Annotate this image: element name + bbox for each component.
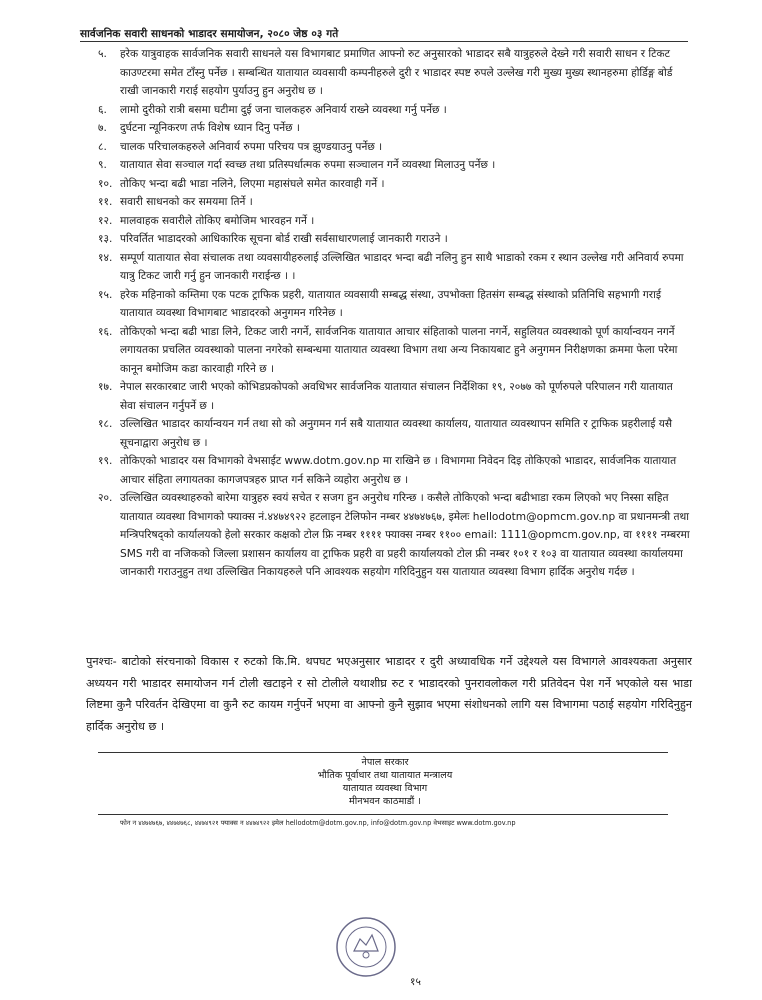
item-number: ६.	[98, 103, 107, 116]
item-text: सम्पूर्ण यातायात सेवा संचालक तथा व्यवसायीहरुलाई उल्लिखित भाडादर भन्दा बढी नलिनु हुन साथै भाडाको रकम र स्थान उल्लेख गरी अनिवार्य रुपमा यात्रु टिकट जारी गर्नु हुन जानकारी गराईन्छ । ।	[120, 251, 684, 282]
item-text: उल्लिखित व्यवस्थाहरुको बारेमा यात्रुहरु स्वयं सचेत र सजग हुन अनुरोध गरिन्छ । कसैले तोकिएको भन्दा बढीभाडा रकम लिएको भए निस्सा सहित यातायात व्यवस्था विभागको फ्याक्स नं.४४७४९२२ हटलाइन टेलिफोन नम्बर ४४७४७६७, इमेलः hellodotm@opmcm.gov.np वा प्रधानमन्त्री तथा मन्त्रिपरिषद्को कार्यालयको हेलो सरकार कक्षको टोल फ्रि नम्बर ११११ फ्याक्स नम्बर ११०० email: 1111@opmcm.gov.np, वा ११११ नम्बरमा SMS गरी वा नजिकको जिल्ला प्रशासन कार्यालय वा ट्राफिक प्रहरी वा प्रहरी कार्यालयको टोल फ्री नम्बर १०१ र १०३ वा यातायात व्यवस्था कार्यालयमा जानकारी गराउनुहुन तथा उल्लिखित निकायहरुले पनि आवश्यक सहयोग गरिदिनुहुन यस यातायात व्यवस्था विभाग हार्दिक अनुरोध गर्दछ ।	[120, 492, 690, 578]
postscript-paragraph	[86, 651, 692, 737]
list-item	[98, 156, 690, 175]
item-text: हरेक महिनाको कम्तिमा एक पटक ट्राफिक प्रहरी, यातायात व्यवसायी सम्बद्ध संस्था, उपभोक्ता हितसंग सम्बद्ध संस्थाको प्रतिनिधि सहभागी गराई यातायात व्यवस्था विभागबाट भाडादरको अनुगमन गरिनेछ ।	[120, 288, 662, 319]
list-item	[98, 378, 690, 415]
item-number: १९.	[98, 455, 113, 467]
list-item	[98, 415, 690, 452]
item-number: ७.	[98, 122, 107, 134]
item-text: लामो दुरीको रात्री बसमा घटीमा दुई जना चालकहरु अनिवार्य राख्ने व्यवस्था गर्नु पर्नेछ ।	[120, 103, 447, 116]
item-number: ८.	[98, 140, 107, 153]
item-text: चालक परिचालकहरुले अनिवार्य रुपमा परिचय पत्र झुण्डयाउनु पर्नेछ ।	[120, 140, 383, 153]
item-number: १५.	[98, 288, 113, 301]
list-item	[98, 193, 690, 212]
item-text: परिवर्तित भाडादरको आधिकारिक सूचना बोर्ड राखी सर्वसाधारणलाई जानकारी गराउने ।	[120, 233, 448, 245]
item-number: १३.	[98, 233, 113, 245]
item-number: १४.	[98, 251, 113, 264]
item-number: १८.	[98, 418, 113, 430]
list-item	[98, 323, 690, 379]
list-item	[98, 101, 690, 120]
footer-contact: फोन न ४४७४७६७, ४४७४७६८, ४४७४९२१ फ्याक्स न ४४७४९२२ इमेल hellodotm@dotm.gov.np, info@dotm.gov.np वेभसाइट www.dotm.gov.np	[120, 819, 516, 827]
instruction-list	[98, 45, 690, 582]
footer-ministry: भौतिक पूर्वाधार तथा यातायात मन्त्रालय	[317, 770, 453, 781]
item-number: ११.	[98, 196, 113, 208]
item-text: उल्लिखित भाडादर कार्यान्वयन गर्न तथा सो को अनुगमन गर्न सबै यातायात व्यवस्था कार्यालय, यातायात व्यवस्थापन समिति र ट्राफिक प्रहरीलाई यसै सूचनाद्वारा अनुरोध छ ।	[120, 418, 673, 449]
header-divider	[80, 41, 688, 42]
footer-address: मीनभवन काठमाडौं ।	[349, 796, 421, 807]
list-item	[98, 212, 690, 231]
list-item	[98, 138, 690, 157]
item-text: नेपाल सरकारबाट जारी भएको कोभिडप्रकोपको अवधिभर सार्वजनिक यातायात संचालन निर्देशिका १९, २०७७ को पूर्णरुपले परिपालन गरी यातायात सेवा संचालन गर्नुपर्ने छ ।	[120, 381, 673, 412]
postscript-text: बाटोको संरचनाको विकास र रुटको कि.मि. थपघट भएअनुसार भाडादर र दुरी अध्यावधिक गर्ने उद्देश्यले यस विभागले आवश्यकता अनुसार अध्ययन गरी भाडादर समायोजन गर्न टोली खटाइने र सो टोलीले यथाशीघ्र रुट र भाडादरको पुनरावलोकल गरी प्रतिवेदन पेश गर्ने भएकोले यस भाडा लिष्टमा कुनै परिवर्तन देखिएमा वा कुनै रुट कायम गर्नुपर्ने भएमा वा आफ्नो कुनै सुझाव भएमा संशोधनको लागि यस विभागमा पठाई सहयोग गरिदिनुहुन हार्दिक अनुरोध छ ।	[86, 655, 692, 733]
footer-divider-bottom	[98, 814, 668, 815]
item-text: तोकिएको भाडादर यस विभागको वेभसाईट www.dotm.gov.np मा राखिने छ । विभागमा निवेदन दिइ तोकिएको भाडादर, सार्वजनिक यातायात आचार संहिता लगायतका कागजपत्रहरु प्राप्त गर्न सकिने व्यहोरा अनुरोध छ ।	[120, 455, 677, 486]
list-item	[98, 45, 690, 101]
item-number: २०.	[98, 492, 113, 504]
item-number: ५.	[98, 48, 107, 60]
footer-government: नेपाल सरकार	[361, 757, 409, 768]
list-item	[98, 175, 690, 194]
list-item	[98, 249, 690, 286]
letterhead-footer	[250, 756, 520, 808]
footer-department: यातायात व्यवस्था विभाग	[342, 783, 428, 794]
official-seal-icon	[334, 915, 398, 979]
item-text: तोकिए भन्दा बढी भाडा नलिने, लिएमा महासंघले समेत कारवाही गर्ने ।	[120, 177, 385, 190]
list-item	[98, 230, 690, 249]
list-item	[98, 286, 690, 323]
item-text: मालवाहक सवारीले तोकिए बमोजिम भारवहन गर्ने ।	[120, 214, 315, 227]
item-text: सवारी साधनको कर समयमा तिर्ने ।	[120, 196, 253, 208]
page-header: सार्वजनिक सवारी साधनको भाडादर समायोजन, २०८० जेष्ठ ०३ गते	[80, 28, 339, 40]
item-number: १७.	[98, 381, 113, 393]
footer-divider-top	[98, 752, 668, 753]
item-text: हरेक यात्रुवाहक सार्वजनिक सवारी साधनले यस विभागबाट प्रमाणित आफ्नो रुट अनुसारको भाडादर सबै यात्रुहरुले देख्ने गरी सवारी साधन र टिकट काउण्टरमा समेत टाँस्नु पर्नेछ । सम्बन्धित यातायात व्यवसायी कम्पनीहरुले दुरी र भाडादर स्पष्ट रुपले उल्लेख गरी मुख्य मुख्य स्थानहरुमा होर्डिङ्ग बोर्ड राखी जानकारी गराई सहयोग पुर्याउनु हुन अनुरोध छ ।	[120, 48, 673, 97]
item-number: १६.	[98, 325, 113, 338]
list-item	[98, 119, 690, 138]
item-number: १०.	[98, 177, 113, 190]
list-item	[98, 489, 690, 582]
item-text: यातायात सेवा सञ्चाल गर्दा स्वच्छ तथा प्रतिस्पर्धात्मक रुपमा सञ्चालन गर्ने व्यवस्था मिलाउनु पर्नेछ ।	[120, 159, 496, 171]
item-text: दुर्घटना न्यूनिकरण तर्फ विशेष ध्यान दिनु पर्नेछ ।	[120, 122, 300, 134]
postscript-label: पुनश्चः-	[86, 655, 117, 668]
item-number: ९.	[98, 159, 107, 171]
item-text: तोकिएको भन्दा बढी भाडा लिने, टिकट जारी नगर्ने, सार्वजनिक यातायात आचार संहिताको पालना नगर्ने, सहुलियत व्यवस्थाको पूर्ण कार्यान्वयन नगर्ने लगायतका प्रचलित व्यवस्थाको पालना नगरेको सम्बन्धमा यातायात व्यवस्था विभाग तथा अन्य निकायबाट हुने अनुगमन निरीक्षणका क्रममा फेला परेमा कानून बमोजिम कडा कारवाही गरिने छ ।	[120, 325, 678, 375]
list-item	[98, 452, 690, 489]
item-number: १२.	[98, 214, 113, 227]
page-number: १५	[410, 976, 421, 988]
